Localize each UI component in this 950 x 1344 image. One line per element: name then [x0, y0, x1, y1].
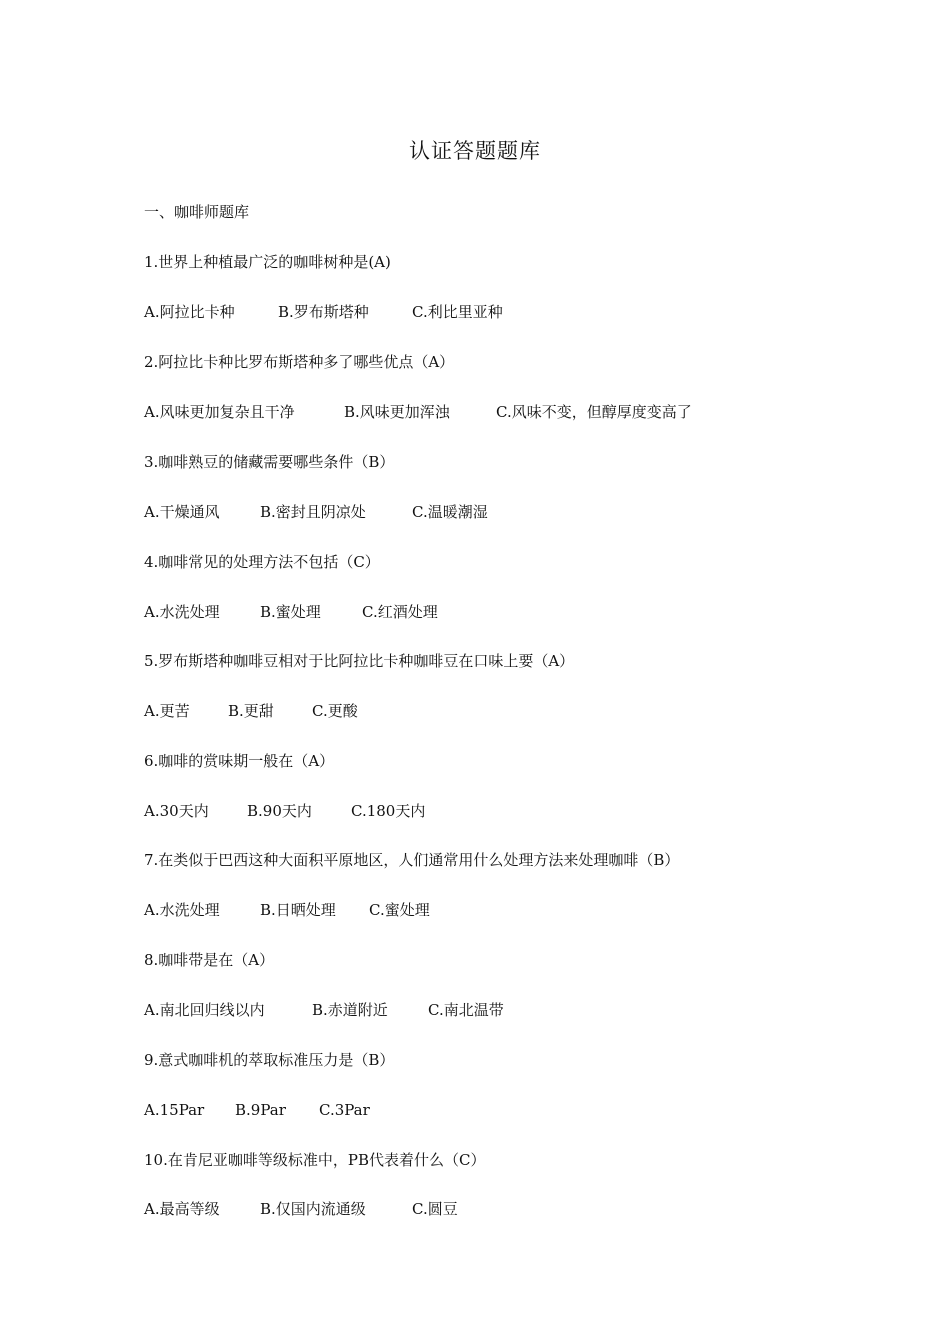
option-c: C.更酸	[312, 702, 358, 720]
option-b: B.90天内	[247, 802, 312, 820]
answer-options	[144, 502, 488, 522]
option-a: A.水洗处理	[144, 901, 220, 919]
option-a: A.更苦	[144, 702, 190, 720]
option-c: C.风味不变，但醇厚度变高了	[496, 403, 692, 421]
option-b: B.日晒处理	[260, 901, 336, 919]
option-c: C.利比里亚种	[412, 303, 503, 321]
option-a: A.阿拉比卡种	[144, 303, 235, 321]
answer-options	[144, 801, 425, 821]
section-heading: 一、咖啡师题库	[144, 203, 250, 221]
option-b: B.密封且阴凉处	[260, 503, 366, 521]
option-b: B.9Par	[235, 1101, 286, 1119]
question-text: 3.咖啡熟豆的储藏需要哪些条件（B）	[144, 453, 395, 471]
document-title: 认证答题题库	[409, 139, 541, 163]
question-text: 10.在肯尼亚咖啡等级标准中，PB代表着什么（C）	[144, 1151, 486, 1169]
option-c: C.3Par	[319, 1101, 370, 1119]
answer-options	[144, 1000, 504, 1020]
option-c: C.南北温带	[428, 1001, 504, 1019]
question-text: 4.咖啡常见的处理方法不包括（C）	[144, 553, 380, 571]
option-b: B.仅国内流通级	[260, 1200, 366, 1218]
option-a: A.30天内	[144, 802, 209, 820]
option-b: B.罗布斯塔种	[278, 303, 369, 321]
option-c: C.温暖潮湿	[412, 503, 488, 521]
question-text: 2.阿拉比卡种比罗布斯塔种多了哪些优点（A）	[144, 353, 455, 371]
option-b: B.更甜	[228, 702, 274, 720]
answer-options	[144, 302, 503, 322]
option-a: A.水洗处理	[144, 603, 220, 621]
answer-options	[144, 900, 430, 920]
option-c: C.圆豆	[412, 1200, 458, 1218]
question-text: 6.咖啡的赏味期一般在（A）	[144, 752, 335, 770]
answer-options	[144, 402, 692, 422]
question-text: 7.在类似于巴西这种大面积平原地区，人们通常用什么处理方法来处理咖啡（B）	[144, 851, 680, 869]
option-c: C.180天内	[351, 802, 426, 820]
question-text: 9.意式咖啡机的萃取标准压力是（B）	[144, 1051, 395, 1069]
option-a: A.最高等级	[144, 1200, 220, 1218]
option-b: B.风味更加浑浊	[344, 403, 450, 421]
question-text: 5.罗布斯塔种咖啡豆相对于比阿拉比卡种咖啡豆在口味上要（A）	[144, 652, 575, 670]
question-text: 8.咖啡带是在（A）	[144, 951, 275, 969]
option-c: C.红酒处理	[362, 603, 438, 621]
question-text: 1.世界上种植最广泛的咖啡树种是(A)	[144, 253, 391, 271]
option-c: C.蜜处理	[369, 901, 430, 919]
option-b: B.赤道附近	[312, 1001, 388, 1019]
answer-options	[144, 701, 358, 721]
answer-options	[144, 1100, 370, 1120]
answer-options	[144, 1199, 458, 1219]
option-a: A.15Par	[144, 1101, 205, 1119]
option-a: A.风味更加复杂且干净	[144, 403, 295, 421]
option-b: B.蜜处理	[260, 603, 321, 621]
option-a: A.干燥通风	[144, 503, 220, 521]
option-a: A.南北回归线以内	[144, 1001, 265, 1019]
answer-options	[144, 602, 438, 622]
